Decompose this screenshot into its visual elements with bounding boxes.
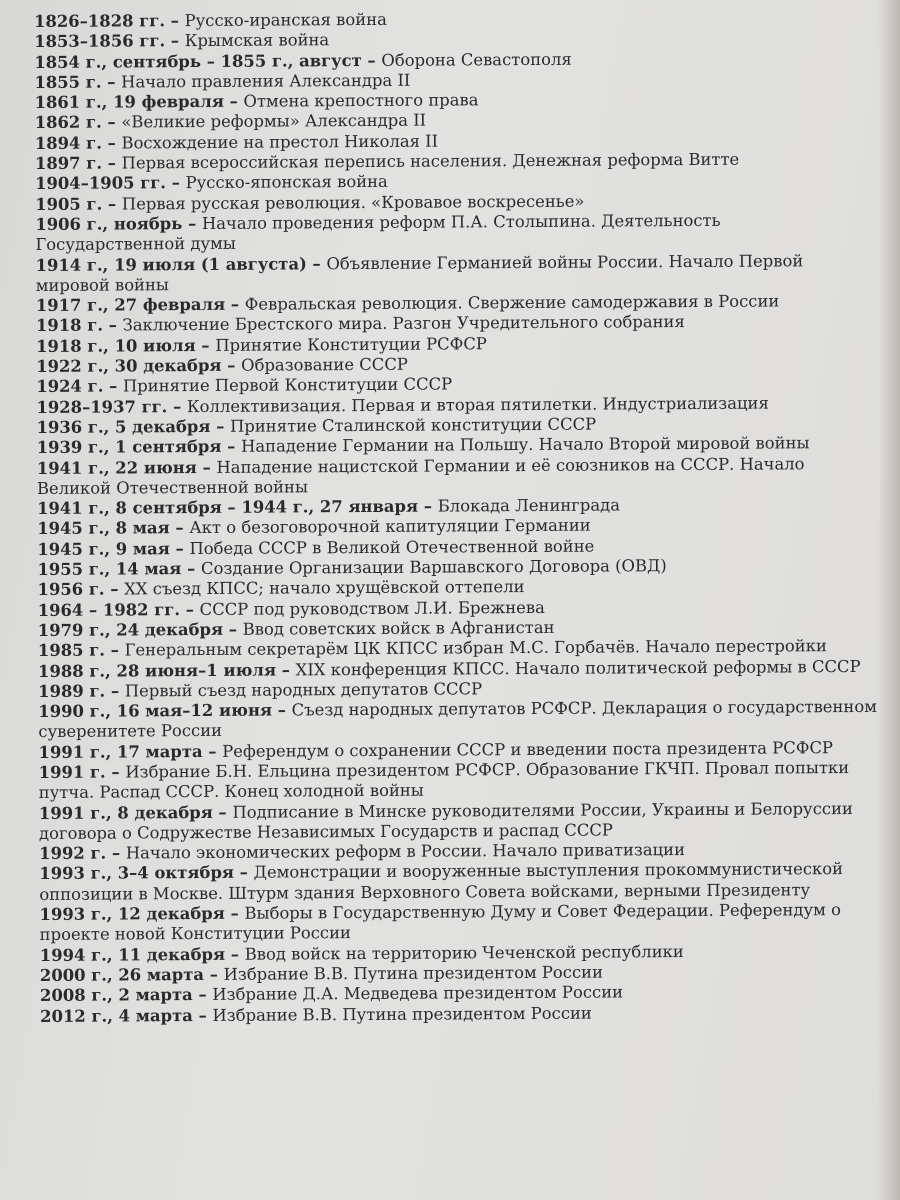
entry-date: 2008 г., 2 марта [39,985,193,1006]
entry-event: Начало правления Александра II [121,70,411,92]
entry-date: 1979 г., 24 декабря [37,619,224,640]
entry-dash: – [164,11,185,31]
entry-event: Принятие Сталинской конституции СССР [230,414,597,436]
entry-dash: – [101,112,122,133]
entry-event: Создание Организации Варшавского Договора (ОВД) [200,556,667,579]
entry-date: 1914 г., 19 июля (1 августа) [35,253,307,275]
entry-dash: – [225,294,245,314]
entry-dash: – [105,681,125,701]
entry-date: 1945 г., 8 мая [37,518,170,539]
entry-date: 1918 г., 10 июля [35,335,196,356]
entry-dash: – [210,416,231,436]
entry-date: 1993 г., 3–4 октября [39,863,235,884]
entry-event: Референдум о сохранении СССР и введении поста президента РСФСР [222,737,834,761]
entry-event: Победа СССР в Великой Отечественной войне [189,536,595,558]
entry-event: Принятие Конституции РСФСР [215,333,487,355]
entry-event: Образование СССР [241,354,408,375]
entry-date: 1939 г., 1 сентября [36,437,222,458]
entry-date: 1905 г. [35,194,103,214]
entry-dash: – [101,133,122,153]
entry-date: 1862 г. [34,113,102,133]
page-edge-shadow [878,0,900,1200]
entry-dash: – [195,335,216,355]
entry-event: Первая русская революция. «Кровавое воскресенье» [121,191,585,214]
timeline-entry [40,1001,880,1026]
entry-event: Русско-японская война [185,172,388,193]
entry-date: 1994 г., 11 декабря [39,944,226,965]
timeline-entry [35,210,875,256]
entry-date: 1854 г., сентябрь – 1855 г., август [34,50,362,72]
entry-dash: – [221,436,242,457]
entry-dash: – [101,72,122,92]
entry-event: Избрание Д.А. Медведева президентом России [212,982,624,1005]
entry-event: «Великие реформы» Александра II [121,111,427,132]
entry-dash: – [271,700,292,720]
entry-event: Первый съезд народных депутатов СССР [124,679,483,701]
entry-event: Начало проведения реформ П.А. Столыпина. Деятельность Государственной думы [35,210,721,255]
entry-dash: – [196,457,217,477]
entry-date: 1924 г. [36,376,104,397]
entry-date: 1988 г., 28 июня–1 июля [37,660,277,681]
timeline-list [34,7,880,1027]
entry-dash: – [203,964,224,984]
entry-date: 1941 г., 22 июня [36,457,197,478]
entry-date: 1928–1937 гг. [36,396,168,417]
entry-date: 1941 г., 8 сентября – 1944 г., 27 января [36,496,419,519]
entry-date: 1894 г. [34,133,102,153]
timeline-entry [39,758,879,804]
entry-event: Крымская война [184,30,330,51]
entry-event: Принятие Первой Конституции СССР [122,374,453,396]
entry-dash: – [225,944,245,964]
entry-event: Коллективизация. Первая и вторая пятилетки. Индустриализация [186,393,769,416]
entry-dash: – [167,396,188,416]
entry-dash: – [102,315,123,336]
entry-dash: – [221,355,242,375]
entry-event: Акт о безоговорочной капитуляции Германии [189,516,591,538]
entry-dash: – [179,599,200,619]
entry-event: XX съезд КПСС; начало хрущёвской оттепели [124,577,525,599]
entry-dash: – [275,659,296,680]
entry-dash: – [165,173,186,193]
entry-event: Генеральным секретарём ЦК КПСС избран М.С. Горбачёв. Начало перестройки [124,636,827,660]
entry-dash: – [101,153,122,173]
timeline-entry [38,697,878,743]
entry-dash: – [202,741,223,761]
entry-date: 1904–1905 гг. [34,173,167,194]
entry-dash: – [223,619,243,639]
entry-dash: – [102,194,122,214]
entry-date: 1985 г. [37,640,106,661]
entry-dash: – [224,903,245,923]
entry-event: Русско-иранская война [184,9,387,31]
timeline-entry [35,250,875,296]
entry-dash: – [169,538,190,558]
entry-event: СССР под руководством Л.И. Брежнева [199,597,545,619]
entry-dash: – [106,843,126,863]
entry-date: 1990 г., 16 мая–12 июня [38,700,273,722]
entry-date: 1991 г., 8 декабря [38,802,213,823]
entry-event: Подписание в Минске руководителями России, Украины и Белоруссии договора о Содружестве Независимых Государств и распад СССР [38,798,853,843]
entry-date: 1993 г., 12 декабря [39,903,225,925]
entry-dash: – [233,863,254,883]
entry-dash: – [182,213,203,234]
entry-event: Февральская революция. Свержение самодержавия в России [244,291,780,314]
entry-date: 1992 г. [39,843,107,864]
entry-event: Съезд народных депутатов РСФСР. Декларация о государственном суверенитете России [38,696,878,742]
entry-dash: – [306,253,327,273]
entry-event: Первая всероссийская перепись населения. Денежная реформа Витте [121,149,740,173]
entry-event: Отмена крепостного права [243,90,479,111]
entry-date: 1906 г., ноябрь [35,214,183,234]
entry-date: 1826–1828 гг. [34,11,166,31]
entry-dash: – [223,91,244,112]
entry-date: 1853–1856 гг. [34,31,166,52]
entry-date: 1897 г. [34,153,103,174]
entry-date: 1991 г. [38,762,106,782]
entry-event: Избрание В.В. Путина президентом России [223,962,604,984]
timeline-entry [39,900,879,946]
entry-dash: – [361,50,382,70]
entry-event: Демонстрации и вооруженные выступления прокоммунистической оппозиции в Москве. Штурм здания Верховного Совета войсками, верными Президенту [39,859,844,904]
entry-date: 1917 г., 27 февраля [35,294,226,316]
entry-event: Нападение Германии на Польшу. Начало Второй мировой войны [240,433,810,456]
timeline-entry [39,798,879,844]
entry-event: Ввод советских войск в Афганистан [242,617,555,639]
entry-date: 1855 г. [34,72,102,92]
entry-date: 1922 г., 30 декабря [36,355,222,377]
entry-dash: – [165,31,185,51]
entry-date: 2000 г., 26 марта [39,964,205,985]
entry-date: 1955 г., 14 мая [37,559,182,580]
entry-event: XIX конференция КПСС. Начало политической реформы в СССР [295,656,861,679]
entry-event: Блокада Ленинграда [437,495,621,516]
entry-event: Заключение Брестского мира. Разгон Учредительного собрания [122,312,685,335]
timeline-entry [39,859,879,905]
entry-dash: – [192,985,213,1005]
entry-dash: – [192,1005,213,1025]
entry-date: 1991 г., 17 марта [38,741,203,762]
entry-date: 1956 г. [37,579,105,600]
entry-dash: – [104,640,125,660]
entry-event: Нападение нацистской Германии и её союзников на СССР. Начало Великой Отечественной войны [36,453,805,498]
entry-event: Ввод войск на территорию Чеченской республики [244,941,684,964]
entry-event: Восхождение на престол Николая II [121,131,439,153]
entry-dash: – [103,376,124,396]
entry-date: 1945 г., 9 мая [37,538,170,559]
entry-event: Начало экономических реформ в России. Начало приватизации [125,840,686,863]
entry-event: Оборона Севастополя [381,49,572,70]
entry-event: Избрание Б.Н. Ельцина президентом РСФСР. Образование ГКЧП. Провал попытки путча. Распад СССР. Конец холодной войны [38,758,850,803]
entry-date: 1918 г. [35,316,104,336]
entry-date: 1861 г., 19 февраля [34,92,224,113]
entry-date: 1964 – 1982 гг. [37,599,181,620]
entry-dash: – [418,496,438,516]
entry-dash: – [181,559,202,579]
entry-dash: – [105,762,126,782]
entry-dash: – [169,518,190,538]
entry-date: 2012 г., 4 марта [40,1005,193,1026]
entry-event: Объявление Германией войны России. Начало Первой мировой войны [35,250,804,295]
entry-date: 1936 г., 5 декабря [36,416,211,437]
entry-dash: – [104,579,125,599]
entry-event: Избрание В.В. Путина президентом России [212,1003,592,1025]
entry-event: Выборы в Государственную Думу и Совет Федерации. Референдум о проекте новой Конституции России [39,900,841,945]
entry-dash: – [212,802,233,822]
entry-date: 1989 г. [38,681,106,701]
timeline-entry [37,453,877,499]
